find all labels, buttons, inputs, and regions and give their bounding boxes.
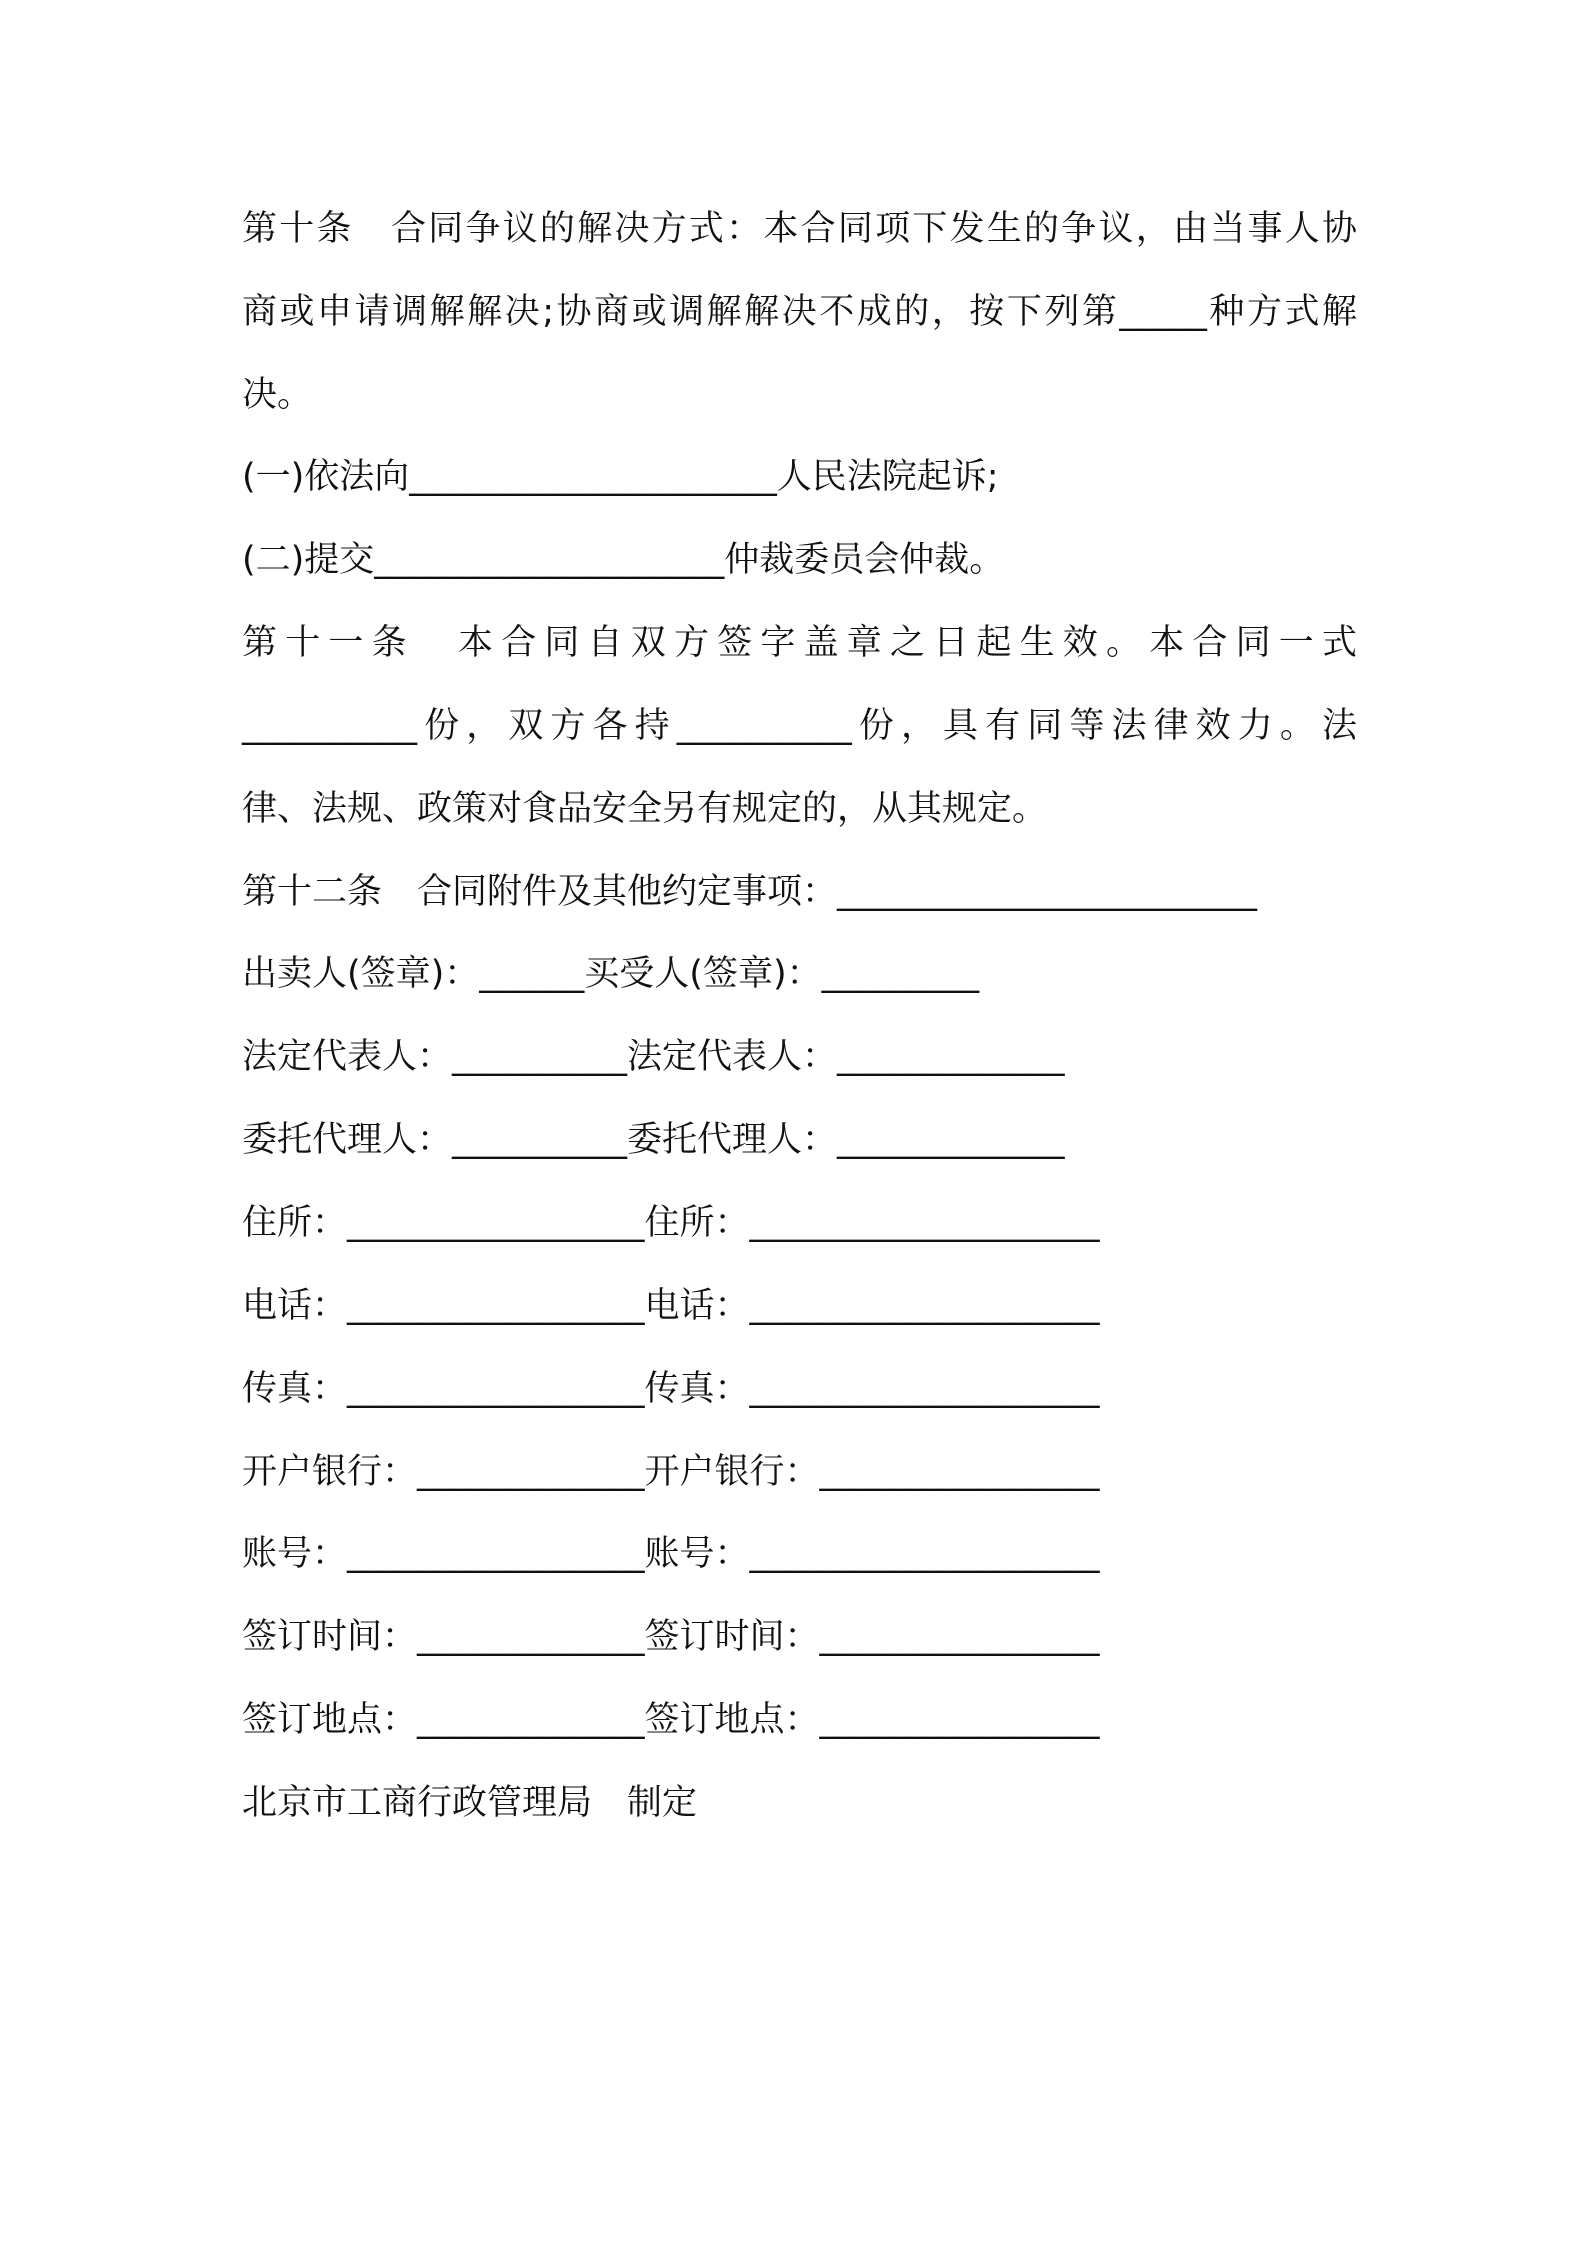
article10-line2: 商或申请调解解决;协商或调解解决不成的，按下列第_____种方式解 (242, 292, 1357, 332)
dispute-option-arbitration: (二)提交____________________仲裁委员会仲裁。 (242, 540, 1005, 580)
article11-line1: 第十一条 本合同自双方签字盖章之日起生效。本合同一式 (242, 623, 1357, 663)
footer-issuer: 北京市工商行政管理局 制定 (242, 1783, 698, 1823)
signature-address: 住所：_________________住所：____________________ (242, 1203, 1100, 1243)
signature-agent: 委托代理人：__________委托代理人：_____________ (242, 1120, 1065, 1160)
article11-line3: 律、法规、政策对食品安全另有规定的，从其规定。 (242, 789, 1048, 829)
signature-phone: 电话：_________________电话：____________________ (242, 1286, 1100, 1326)
article10-line3: 决。 (242, 375, 313, 415)
dispute-option-court: (一)依法向_____________________人民法院起诉; (242, 457, 999, 497)
signature-legal-rep: 法定代表人：__________法定代表人：_____________ (242, 1037, 1065, 1077)
article10-line1: 第十条 合同争议的解决方式：本合同项下发生的争议，由当事人协 (242, 209, 1357, 249)
signature-bank: 开户银行：_____________开户银行：________________ (242, 1452, 1100, 1492)
signature-seller-buyer: 出卖人(签章)：______买受人(签章)：_________ (242, 954, 980, 994)
signature-account: 账号：_________________账号：____________________ (242, 1534, 1100, 1574)
article12-line1: 第十二条 合同附件及其他约定事项：________________________ (242, 872, 1258, 912)
article11-line2: __________份，双方各持__________份，具有同等法律效力。法 (242, 706, 1357, 746)
signature-fax: 传真：_________________传真：____________________ (242, 1369, 1100, 1409)
signature-time: 签订时间：_____________签订时间：________________ (242, 1617, 1100, 1657)
signature-place: 签订地点：_____________签订地点：________________ (242, 1700, 1100, 1740)
